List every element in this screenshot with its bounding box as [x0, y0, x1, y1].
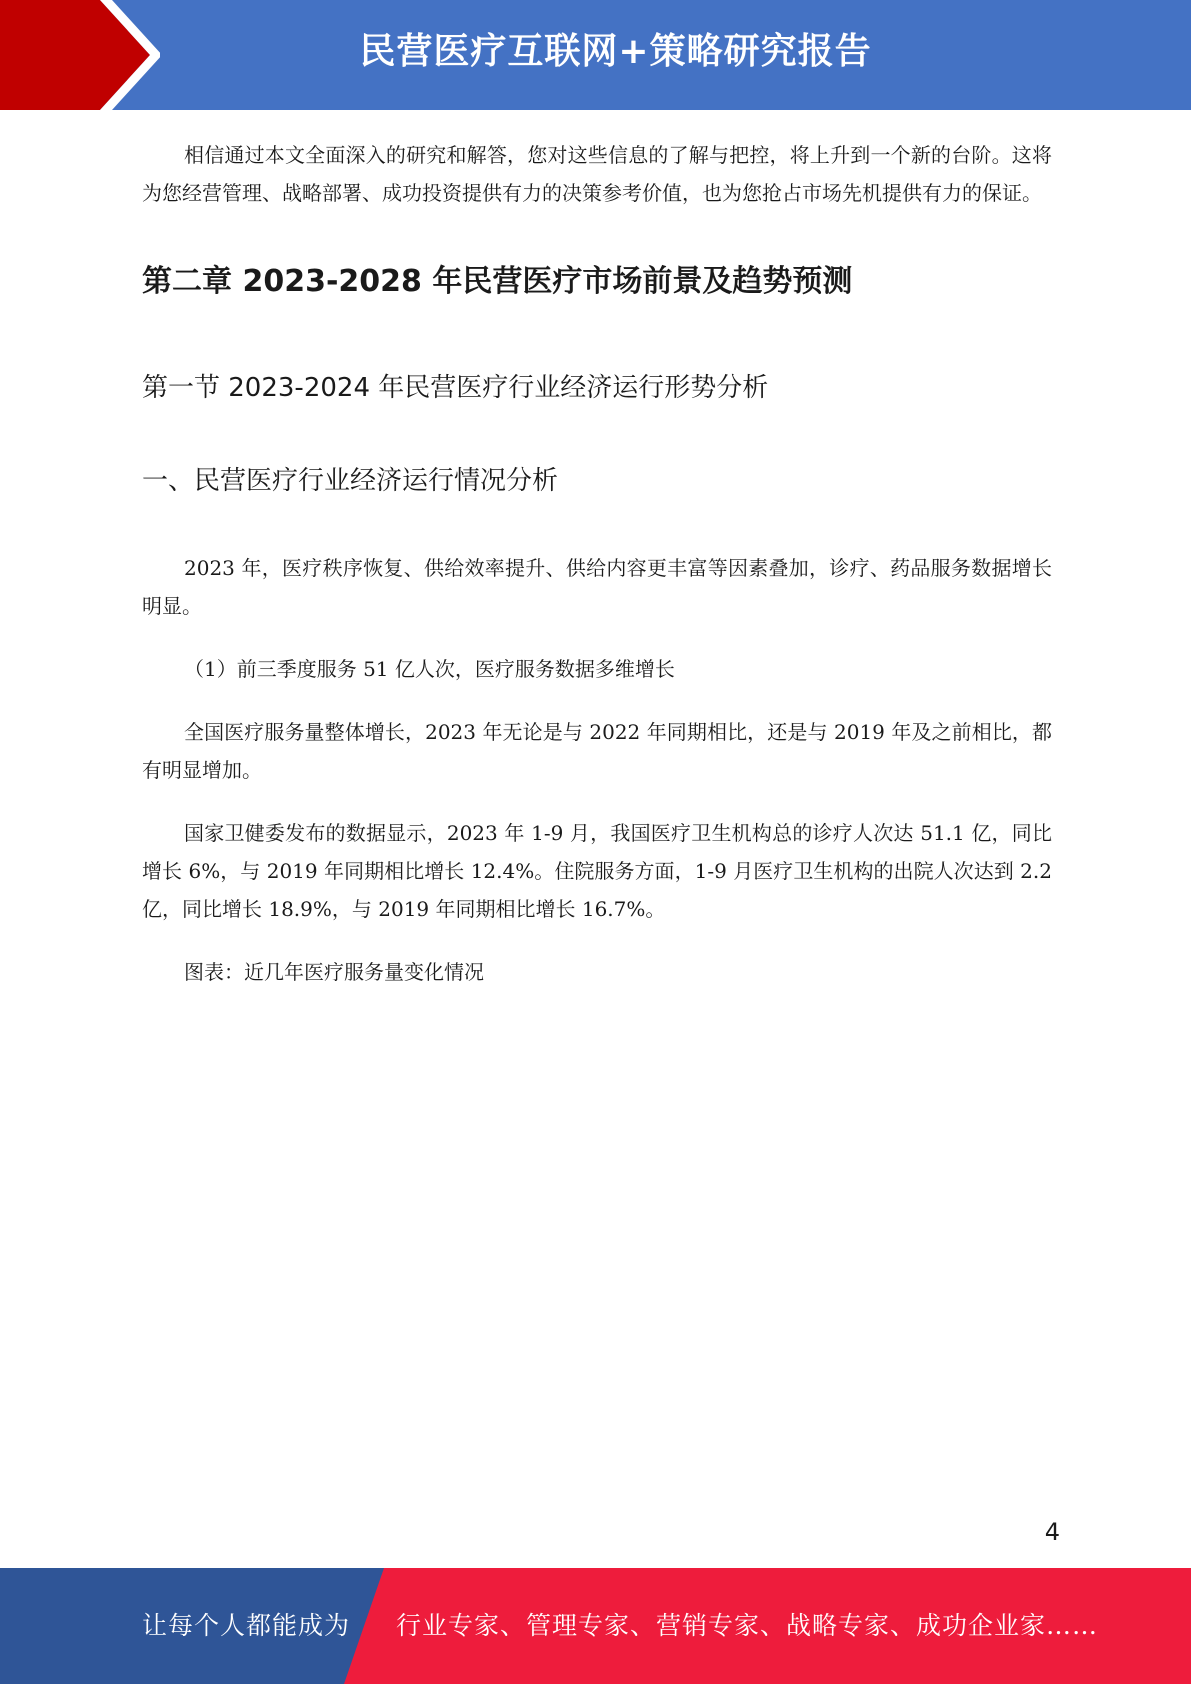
figure-caption: 图表：近几年医疗服务量变化情况 [184, 960, 484, 984]
body-paragraph-1: 2023 年，医疗秩序恢复、供给效率提升、供给内容更丰富等因素叠加，诊疗、药品服务数据增长明显。 [142, 556, 1052, 618]
section-title: 第一节 2023-2024 年民营医疗行业经济运行形势分析 [142, 373, 769, 403]
body-paragraph-2: 全国医疗服务量整体增长，2023 年无论是与 2022 年同期相比，还是与 2019 年及之前相比，都有明显增加。 [142, 720, 1052, 782]
footer-slogan-right: 行业专家、管理专家、营销专家、战略专家、成功企业家…… [396, 1611, 1099, 1640]
intro-paragraph: 相信通过本文全面深入的研究和解答，您对这些信息的了解与把控，将上升到一个新的台阶。这将为您经营管理、战略部署、成功投资提供有力的决策参考价值，也为您抢占市场先机提供有力的保证。 [142, 143, 1052, 205]
list-item-heading: （1）前三季度服务 51 亿人次，医疗服务数据多维增长 [184, 657, 675, 681]
footer-slogan-left: 让每个人都能成为 [142, 1611, 351, 1640]
page-number: 4 [1044, 1518, 1060, 1546]
chapter-title: 第二章 2023-2028 年民营医疗市场前景及趋势预测 [142, 264, 853, 299]
header-banner [0, 0, 1191, 110]
footer-banner [0, 1568, 1191, 1684]
document-header-title: 民营医疗互联网+策略研究报告 [359, 31, 872, 72]
body-paragraph-3: 国家卫健委发布的数据显示，2023 年 1-9 月，我国医疗卫生机构总的诊疗人次达 51.1 亿，同比增长 6%，与 2019 年同期相比增长 12.4%。住院服务方面，1-9 月医疗卫生机构的出院人次达到 2.2 亿，同比增长 18.9%，与 2019 年同期相比增长 16.7%。 [142, 821, 1052, 921]
page-content [142, 136, 1052, 991]
subsection-title: 一、民营医疗行业经济运行情况分析 [142, 466, 559, 496]
